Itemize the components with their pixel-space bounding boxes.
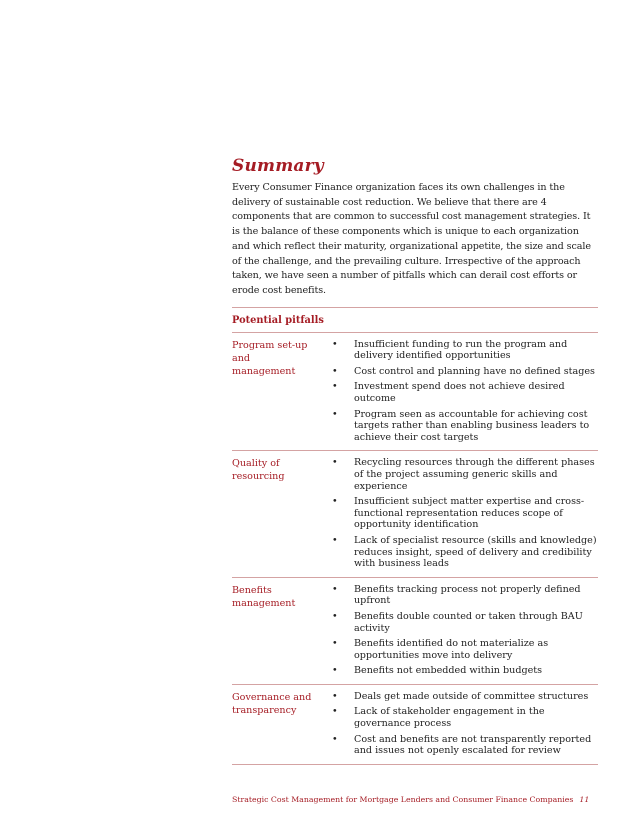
bullet-icon: • (332, 365, 338, 377)
pitfall-item-text: Program seen as accountable for achieving cost targets rather than enabling business leaders to achieve their cost targets (354, 408, 590, 443)
pitfall-item (332, 381, 598, 404)
pitfall-item (332, 691, 598, 703)
summary-title: Summary (232, 156, 324, 176)
pitfall-row (232, 685, 598, 764)
pitfall-item-text: Insufficient funding to run the program and delivery identified opportunities (354, 338, 568, 362)
pitfall-item (332, 734, 598, 757)
pitfall-list (332, 691, 598, 757)
pitfall-category-label: Program set-up and management (232, 339, 308, 377)
bullet-icon: • (332, 733, 338, 745)
page-content (232, 156, 598, 765)
bullet-icon: • (332, 610, 338, 622)
divider (232, 764, 598, 765)
pitfall-list (332, 584, 598, 677)
pitfall-item (332, 584, 598, 607)
bullet-icon: • (332, 690, 338, 702)
pitfall-item-text: Insufficient subject matter expertise and cross-functional representation reduces scope of opportunity identification (354, 496, 585, 531)
pitfall-item (332, 409, 598, 444)
pitfall-item-text: Benefits tracking process not properly defined upfront (354, 583, 581, 607)
pitfall-item-text: Deals get made outside of committee structures (354, 690, 589, 702)
pitfall-list (332, 339, 598, 444)
pitfall-item (332, 366, 598, 378)
pitfall-row (232, 451, 598, 576)
pitfall-list (332, 457, 598, 569)
pitfall-item-text: Benefits double counted or taken through BAU activity (354, 610, 583, 634)
pitfall-item (332, 706, 598, 729)
bullet-icon: • (332, 338, 338, 350)
page-number: 11 (579, 795, 590, 804)
pitfall-item (332, 457, 598, 492)
pitfalls-table (232, 333, 598, 765)
pitfall-item-text: Recycling resources through the different phases of the project assuming generic skills and experience (354, 457, 595, 492)
bullet-icon: • (332, 706, 338, 718)
pitfall-item (332, 665, 598, 677)
pitfall-item (332, 638, 598, 661)
pitfall-row (232, 578, 598, 684)
bullet-icon: • (332, 457, 338, 469)
pitfall-item-text: Benefits identified do not materialize as opportunities move into delivery (354, 638, 549, 661)
pitfall-item (332, 611, 598, 634)
pitfall-item (332, 339, 598, 362)
summary-body: Every Consumer Finance organization faces its own challenges in the delivery of sustainable cost reduction. We believe that there are 4 components that are common to successful cost management strategies. It is the balance of these components which is unique to each organization and which reflect their maturity, organizational appetite, the size and scale of the challenge, and the prevailing culture. Irrespective of the approach taken, we have seen a number of pitfalls which can derail cost efforts or erode cost benefits. (232, 182, 591, 296)
pitfall-category-label: Benefits management (232, 584, 296, 609)
pitfall-item-text: Lack of specialist resource (skills and knowledge) reduces insight, speed of delivery and credibility with business leads (354, 534, 597, 570)
bullet-icon: • (332, 534, 338, 546)
pitfall-item (332, 496, 598, 531)
bullet-icon: • (332, 665, 338, 677)
bullet-icon: • (332, 496, 338, 508)
pitfall-category-label: Quality of resourcing (232, 458, 285, 483)
pitfall-item-text: Benefits not embedded within budgets (354, 665, 543, 677)
pitfall-item-text: Cost control and planning have no defined stages (354, 365, 595, 377)
pitfall-category-label: Governance and transparency (232, 691, 312, 716)
bullet-icon: • (332, 583, 338, 595)
pitfall-item (332, 535, 598, 570)
bullet-icon: • (332, 638, 338, 650)
bullet-icon: • (332, 381, 338, 393)
pitfall-item-text: Investment spend does not achieve desired outcome (354, 381, 565, 404)
page-footer (232, 795, 598, 804)
pitfalls-heading: Potential pitfalls (232, 314, 324, 326)
pitfall-item-text: Cost and benefits are not transparently reported and issues not openly escalated for review (354, 733, 592, 757)
pitfall-item-text: Lack of stakeholder engagement in the governance process (354, 706, 545, 730)
pitfall-row (232, 333, 598, 451)
bullet-icon: • (332, 408, 338, 420)
footer-text: Strategic Cost Management for Mortgage Lenders and Consumer Finance Companies (232, 795, 574, 804)
